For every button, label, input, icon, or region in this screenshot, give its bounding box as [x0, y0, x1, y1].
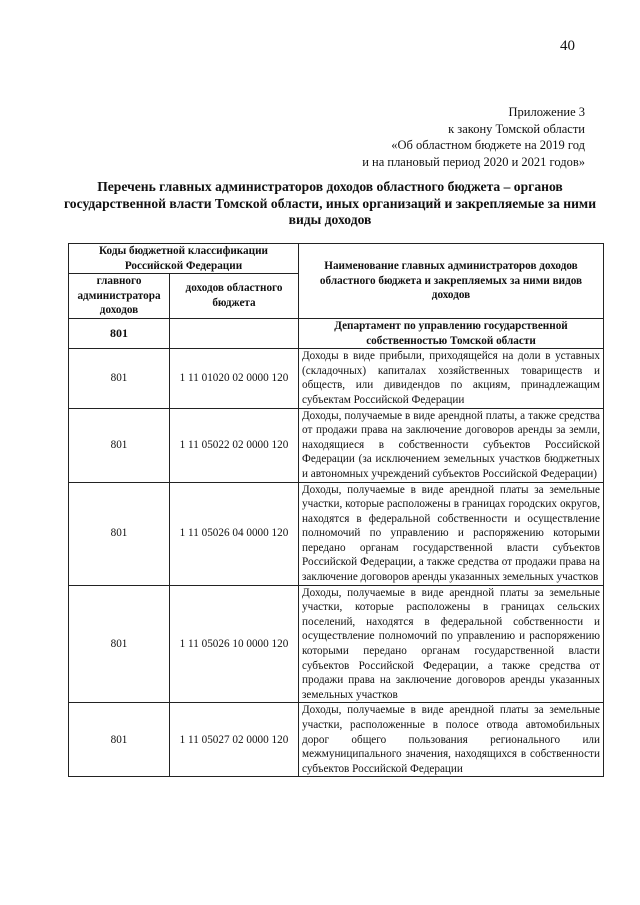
- income-name-cell: Доходы в виде прибыли, приходящейся на доли в уставных (складочных) капиталах хозяйственных товариществ и обществ, или дивидендов по акциям, принадлежащим субъектам Российской Федерации: [299, 349, 604, 408]
- table-row: [69, 482, 604, 585]
- admin-code-cell: 801: [69, 408, 170, 482]
- income-name-cell: Доходы, получаемые в виде арендной платы за земельные участки, которые расположены в границах сельских поселений, находятся в федеральной собственности и осуществление полномочий по управлению и распоряжению которыми передано органам государственной власти субъектов Российской Федерации, а также средства от продажи права на заключение договоров аренды указанных земельных участков: [299, 585, 604, 703]
- department-empty-cell: [170, 318, 299, 348]
- income-code-cell: 1 11 05027 02 0000 120: [170, 703, 299, 777]
- table-row: [69, 408, 604, 482]
- appendix-line: и на плановый период 2020 и 2021 годов»: [362, 154, 585, 169]
- table-row: [69, 703, 604, 777]
- header-name: Наименование главных администраторов доходов областного бюджета и закрепляемых за ними видов доходов: [299, 244, 604, 319]
- appendix-line: к закону Томской области: [448, 121, 585, 136]
- income-code-cell: 1 11 01020 02 0000 120: [170, 349, 299, 408]
- appendix-line: «Об областном бюджете на 2019 год: [391, 138, 585, 152]
- income-code-cell: 1 11 05026 04 0000 120: [170, 482, 299, 585]
- appendix-note: [362, 104, 585, 170]
- income-administrators-table: [68, 243, 604, 777]
- department-row: [69, 318, 604, 348]
- header-income-code: доходов областного бюджета: [170, 274, 299, 319]
- income-name-cell: Доходы, получаемые в виде арендной платы за земельные участки, расположенные в полосе отвода автомобильных дорог общего пользования регионального или межмуниципального значения, находящихся в собственности субъектов Российской Федерации: [299, 703, 604, 777]
- income-name-cell: Доходы, получаемые в виде арендной платы за земельные участки, которые расположены в границах городских округов, находятся в федеральной собственности и осуществление полномочий по управлению и распоряжению которыми передано органам государственной власти субъектов Российской Федерации, а также средства от продажи права на заключение договоров аренды указанных земельных участков: [299, 482, 604, 585]
- header-admin-code: главного администратора доходов: [69, 274, 170, 319]
- income-code-cell: 1 11 05026 10 0000 120: [170, 585, 299, 703]
- header-codes-group: Коды бюджетной классификации Российской Федерации: [69, 244, 299, 274]
- income-name-cell: Доходы, получаемые в виде арендной платы, а также средства от продажи права на заключение договоров аренды за земли, находящиеся в собственности субъектов Российской Федерации (за исключением земельных участков бюджетных и автономных учреждений субъектов Российской Федерации): [299, 408, 604, 482]
- admin-code-cell: 801: [69, 349, 170, 408]
- admin-code-cell: 801: [69, 703, 170, 777]
- table-header-row: [69, 244, 604, 274]
- department-code: 801: [69, 318, 170, 348]
- admin-code-cell: 801: [69, 585, 170, 703]
- page-number: 40: [560, 38, 575, 54]
- department-name: Департамент по управлению государственной собственностью Томской области: [299, 318, 604, 348]
- appendix-line: Приложение 3: [508, 105, 585, 119]
- admin-code-cell: 801: [69, 482, 170, 585]
- table-row: [69, 585, 604, 703]
- income-code-cell: 1 11 05022 02 0000 120: [170, 408, 299, 482]
- document-title: Перечень главных администраторов доходов областного бюджета – органов государственной власти Томской области, иных организаций и закрепляемые за ними виды доходов: [63, 179, 597, 227]
- table-row: [69, 349, 604, 408]
